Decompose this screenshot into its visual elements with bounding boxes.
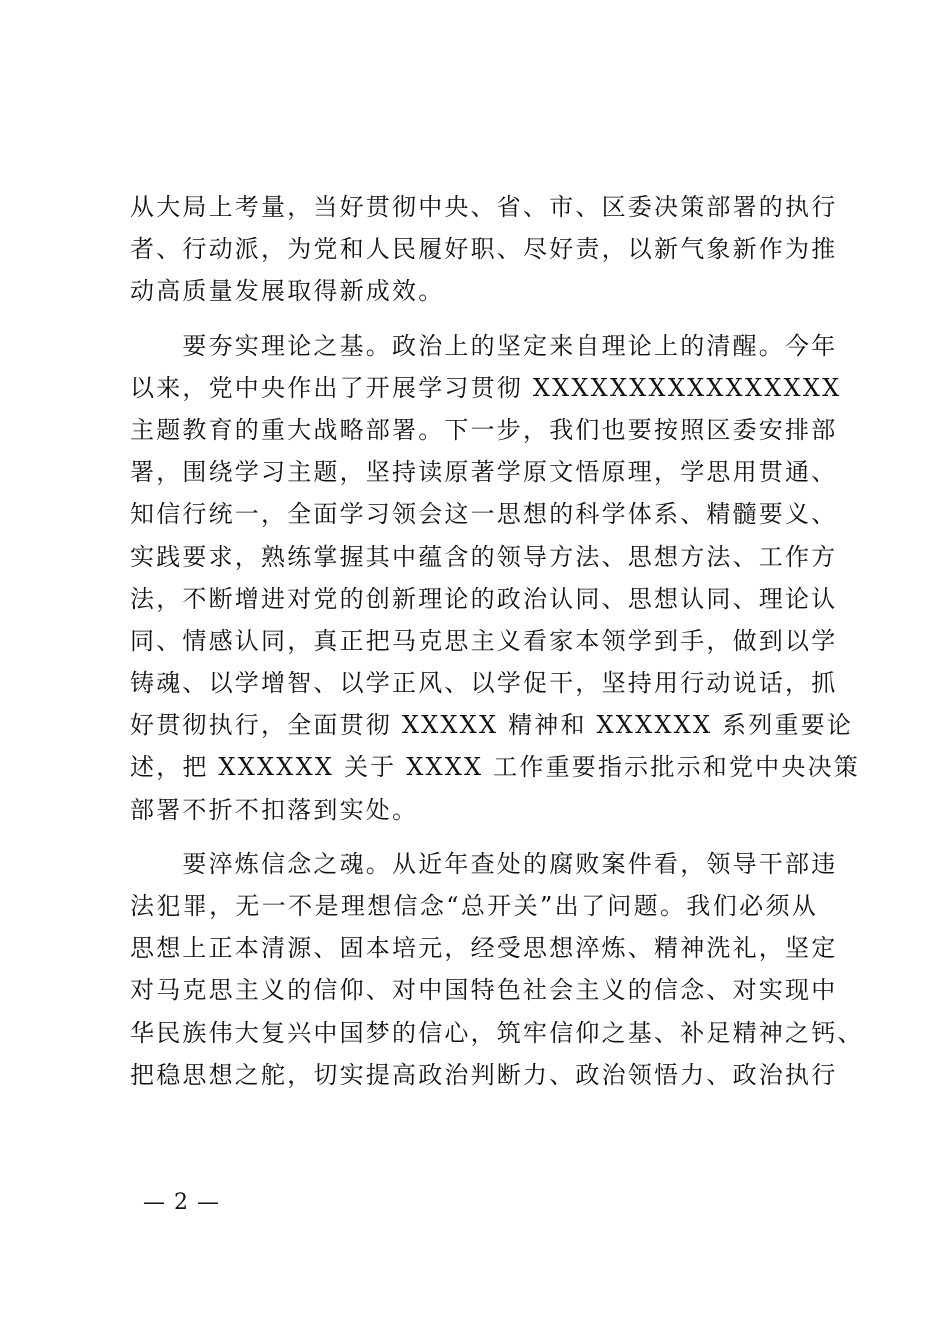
text-line: 者、行动派，为党和人民履好职、尽好责，以新气象新作为推 — [130, 235, 838, 264]
paragraph-1 — [130, 186, 838, 313]
text-line: 要淬炼信念之魂。从近年查处的腐败案件看，领导干部违 — [130, 849, 838, 878]
text-line: 对马克思主义的信仰、对中国特色社会主义的信念、对实现中 — [130, 976, 838, 1005]
text-line: 法，不断增进对党的创新理论的政治认同、思想认同、理论认 — [130, 584, 838, 613]
text-line: 从大局上考量，当好贯彻中央、省、市、区委决策部署的执行 — [130, 193, 838, 221]
document-body — [130, 186, 864, 1096]
text-line: 述，把 XXXXXX 关于 XXXX 工作重要指示批示和党中央决策 — [130, 753, 860, 782]
text-line: 法犯罪，无一不是理想信念“总开关”出了问题。我们必须从 — [130, 892, 818, 920]
text-line: 主题教育的重大战略部署。下一步，我们也要按照区委安排部 — [130, 415, 838, 444]
paragraph-gap — [130, 831, 818, 843]
text-line: 把稳思想之舵，切实提高政治判断力、政治领悟力、政治执行 — [130, 1060, 838, 1089]
text-line: 署，围绕学习主题，坚持读原著学原文悟原理，学思用贯通、 — [130, 458, 838, 487]
text-line: 要夯实理论之基。政治上的坚定来自理论上的清醒。今年 — [130, 331, 838, 360]
paragraph-gap — [130, 313, 818, 325]
text-line: 铸魂、以学增智、以学正风、以学促干，坚持用行动说话，抓 — [130, 669, 838, 698]
text-line: 动高质量发展取得新成效。 — [130, 277, 445, 306]
text-line: 以来，党中央作出了开展学习贯彻 XXXXXXXXXXXXXXXX — [130, 373, 842, 402]
paragraph-2 — [130, 325, 860, 831]
text-line: 同、情感认同，真正把马克思主义看家本领学到手，做到以学 — [130, 626, 838, 655]
text-line: 思想上正本清源、固本培元，经受思想淬炼、精神洗礼，坚定 — [130, 934, 838, 963]
page-number: — 2 — — [143, 1190, 220, 1215]
text-line: 华民族伟大复兴中国梦的信心，筑牢信仰之基、补足精神之钙、 — [130, 1018, 864, 1047]
paragraph-3 — [130, 843, 864, 1096]
text-line: 知信行统一，全面学习领会这一思想的科学体系、精髓要义、 — [130, 500, 838, 529]
text-line: 好贯彻执行，全面贯彻 XXXXX 精神和 XXXXXX 系列重要论 — [130, 711, 854, 740]
text-line: 部署不折不扣落到实处。 — [130, 795, 419, 824]
text-line: 实践要求，熟练掌握其中蕴含的领导方法、思想方法、工作方 — [130, 542, 838, 571]
